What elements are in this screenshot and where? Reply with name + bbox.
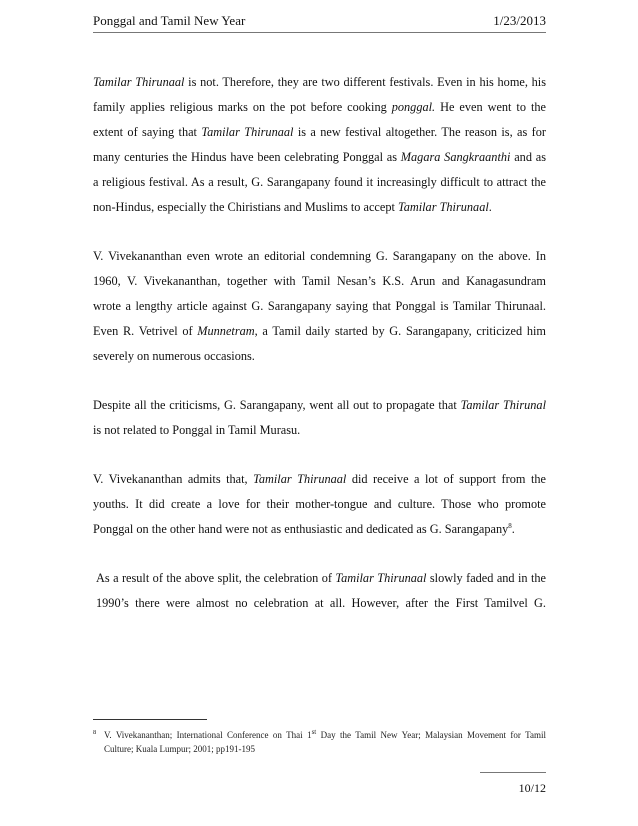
italic-text: Tamilar Thirunaal (93, 75, 185, 89)
paragraph (93, 244, 546, 369)
text-line (93, 95, 546, 120)
paragraph-gap (93, 542, 546, 566)
text-run: did receive a lot of support from the (346, 472, 546, 486)
text-run: , a Tamil daily started by G. Sarangapany, criticized him (254, 324, 546, 338)
italic-text: Tamilar Thirunal (460, 398, 546, 412)
footnote (93, 728, 546, 756)
text-line (93, 145, 546, 170)
text-line (93, 517, 546, 542)
text-run: family applies religious marks on the pot before cooking (93, 100, 392, 114)
page-number: 10/12 (480, 772, 546, 796)
text-line (93, 70, 546, 95)
text-run: is not. Therefore, they are two different festivals. Even in his home, his (184, 75, 546, 89)
text-run: extent of saying that (93, 125, 202, 139)
paragraph (93, 70, 546, 220)
text-run: and as (510, 150, 546, 164)
text-line (93, 566, 546, 591)
text-run: V. Vivekananthan even wrote an editorial condemning G. Sarangapany on the above. In (93, 249, 546, 263)
text-line (93, 120, 546, 145)
text-run: Despite all the criticisms, G. Sarangapany, went all out to propagate that (93, 398, 461, 412)
paragraph-gap (93, 443, 546, 467)
text-line (93, 492, 546, 517)
text-line (93, 319, 546, 344)
italic-text: ponggal. (391, 100, 436, 114)
footnote-ref: 8 (508, 521, 512, 530)
text-line (93, 591, 546, 616)
italic-text: Tamilar Thirunaal (397, 200, 489, 214)
page-header (93, 13, 546, 33)
text-run: many centuries the Hindus have been celebrating Ponggal as (93, 150, 401, 164)
paragraph-gap (93, 220, 546, 244)
text-line (93, 294, 546, 319)
text-run: 1960, V. Vivekananthan, together with Tamil Nesan’s K.S. Arun and Kanagasundram (93, 274, 546, 288)
text-run: youths. It did create a love for their mother-tongue and culture. Those who promote (93, 497, 546, 511)
text-run: . (488, 200, 492, 214)
italic-text: Tamilar Thirunaal (201, 125, 294, 139)
italic-text: Tamilar Thirunaal (253, 472, 347, 486)
text-run: is not related to Ponggal in Tamil Murasu. (93, 423, 301, 437)
text-line (93, 393, 546, 418)
text-run: severely on numerous occasions. (93, 349, 255, 363)
text-run: He even went to the (435, 100, 546, 114)
header-date: 1/23/2013 (493, 13, 546, 28)
italic-text: Magara Sangkraanthi (400, 150, 511, 164)
text-line (93, 170, 546, 195)
footnote-separator (93, 719, 207, 720)
text-line (93, 467, 546, 492)
text-run: As a result of the above split, the celebration of (96, 571, 336, 585)
italic-text: Tamilar Thirunaal (335, 571, 427, 585)
text-run: is a new festival altogether. The reason is, as for (293, 125, 546, 139)
text-line (93, 418, 546, 443)
text-run: 1990’s there were almost no celebration at all. However, after the First Tamilvel G. (96, 596, 546, 610)
text-run: slowly faded and in the (426, 571, 546, 585)
text-line (93, 269, 546, 294)
paragraph (93, 566, 546, 616)
text-run: Even R. Vetrivel of (93, 324, 198, 338)
footnote-number: 8 (93, 729, 97, 736)
footnote-line-2: Culture; Kuala Lumpur; 2001; pp191-195 (104, 744, 255, 754)
paragraph (93, 393, 546, 443)
text-run: a religious festival. As a result, G. Sarangapany found it increasingly difficult to attract the (93, 175, 546, 189)
body-text (93, 70, 546, 616)
footnote-line-1: V. Vivekananthan; International Conference on Thai 1st Day the Tamil New Year; Malaysian Movement for Tamil (104, 728, 546, 740)
text-run: wrote a lengthy article against G. Sarangapany saying that Ponggal is Tamilar Thirunaal. (93, 299, 546, 313)
text-run: . (511, 522, 515, 536)
text-line (93, 344, 546, 369)
paragraph-gap (93, 369, 546, 393)
paragraph (93, 467, 546, 542)
text-run: V. Vivekananthan admits that, (93, 472, 254, 486)
text-run: non-Hindus, especially the Chiristians and Muslims to accept (93, 200, 398, 214)
italic-text: Munnetram (197, 324, 255, 338)
header-title: Ponggal and Tamil New Year (93, 13, 246, 28)
text-line (93, 244, 546, 269)
text-line (93, 195, 546, 220)
text-run: Ponggal on the other hand were not as enthusiastic and dedicated as G. Sarangapany (93, 522, 509, 536)
